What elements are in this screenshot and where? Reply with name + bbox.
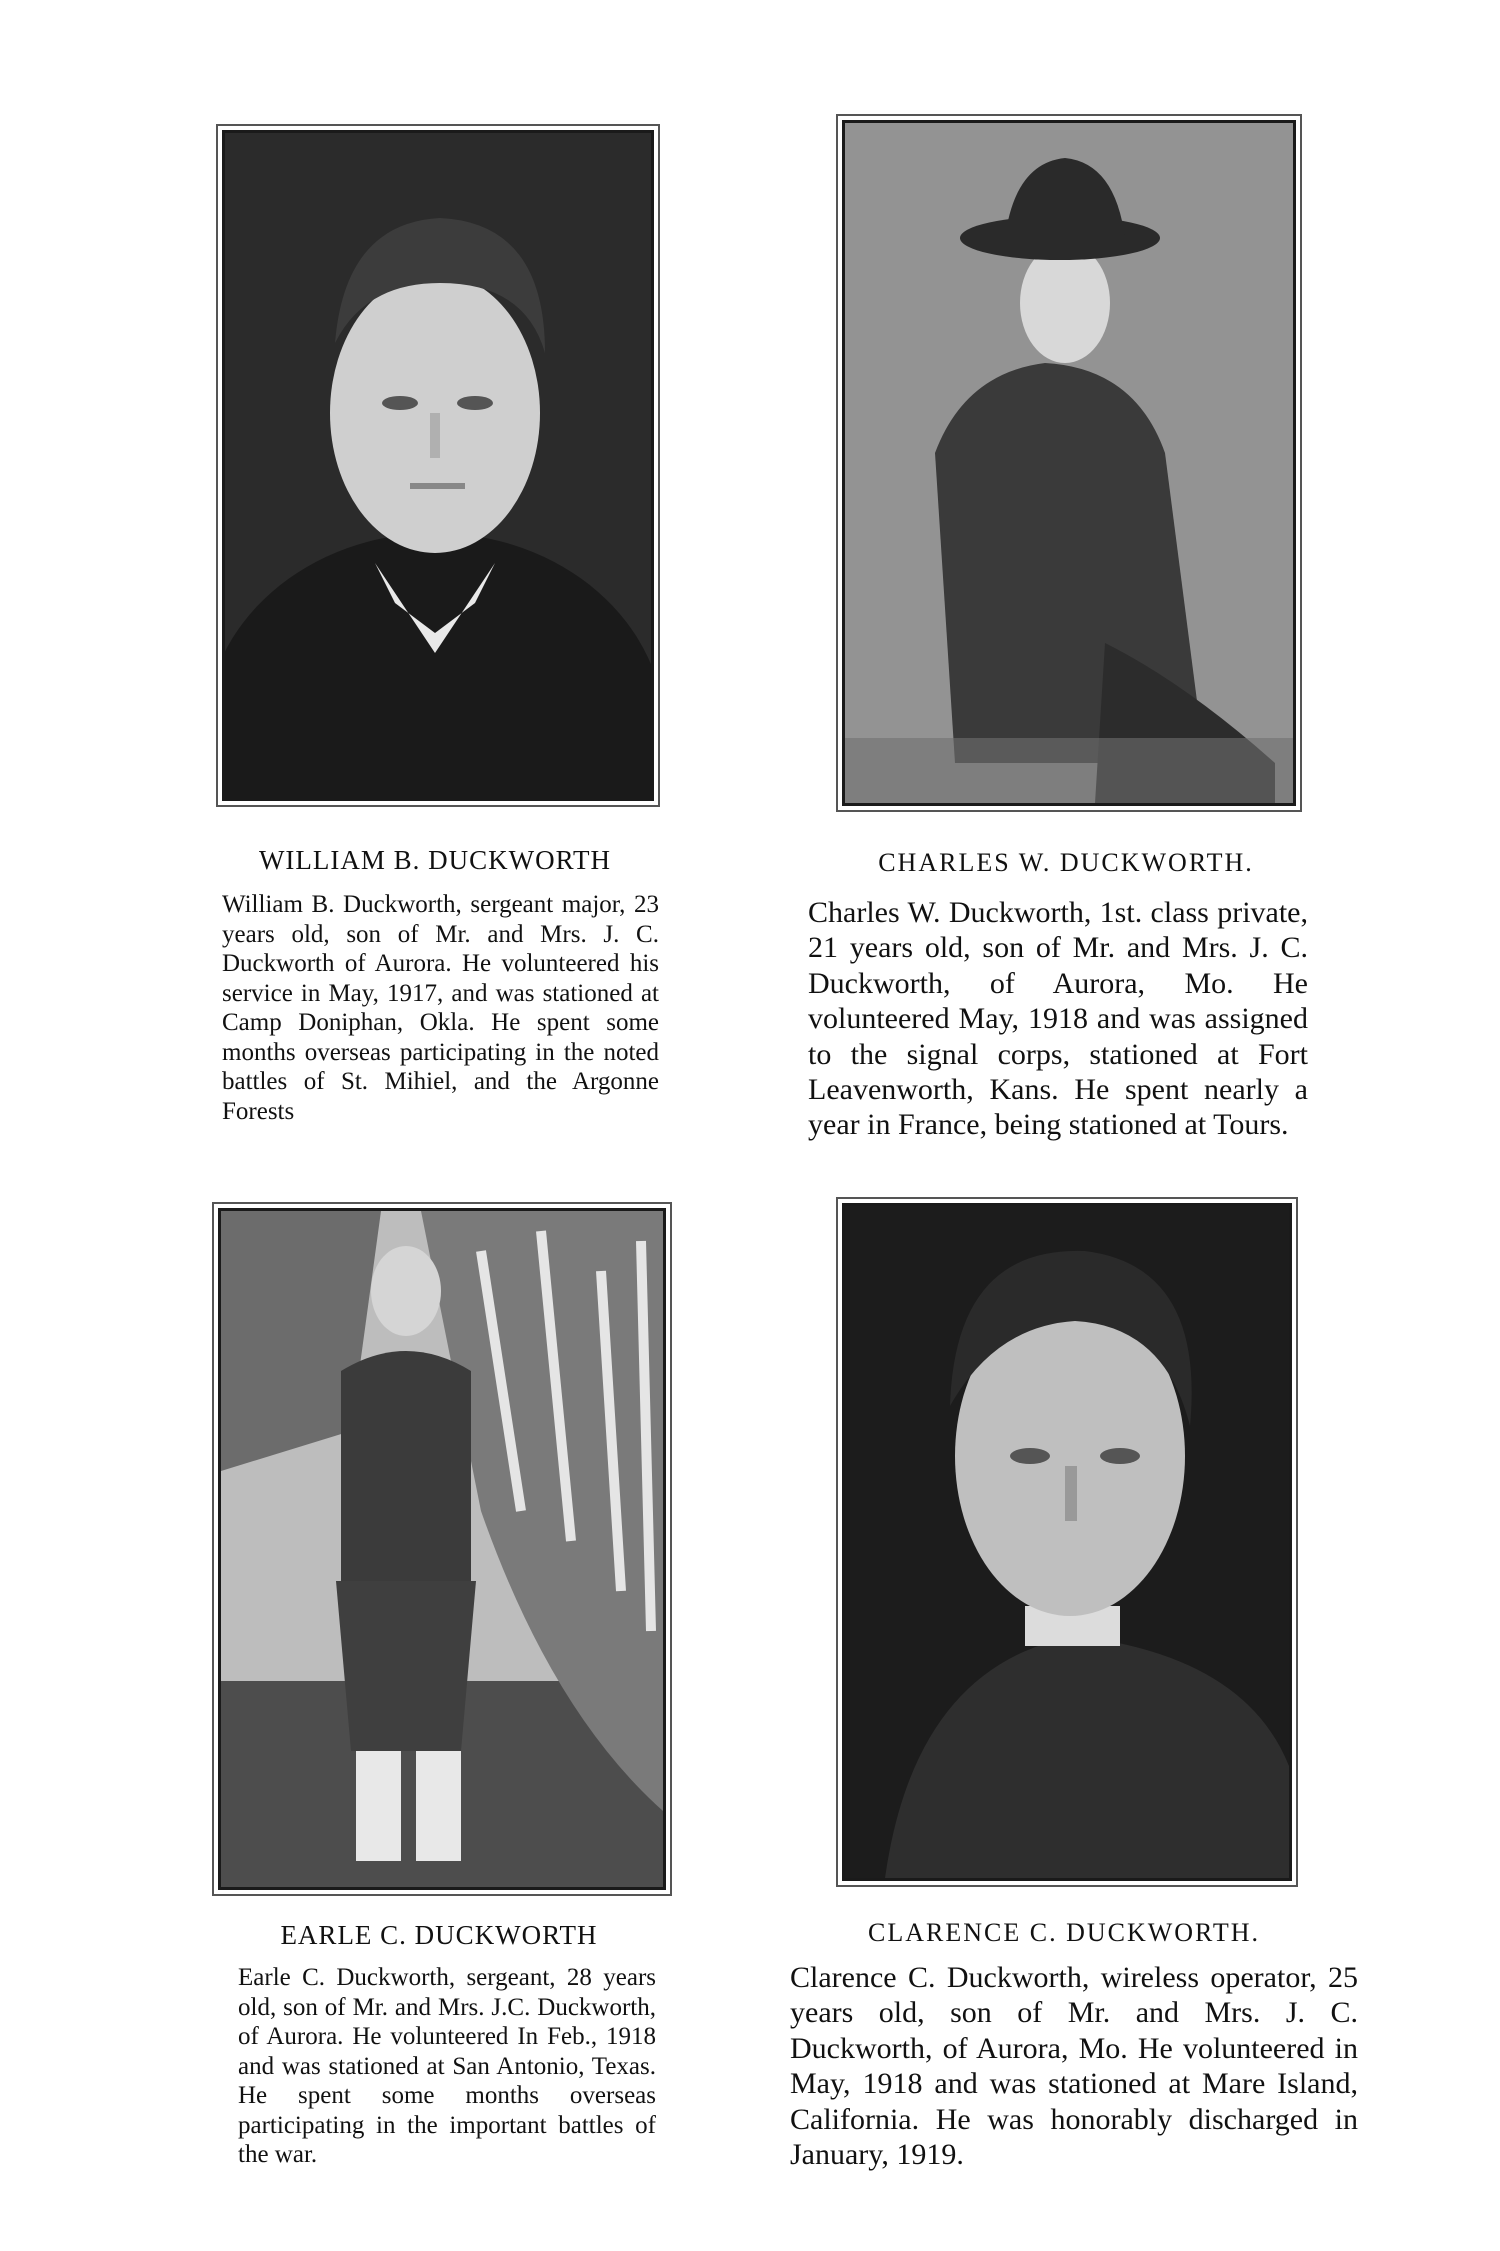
bio-clarence-c-duckworth: Clarence C. Duckworth, wireless operator, 25 years old, son of Mr. and Mrs. J. C. Duckworth, of Aurora, Mo. He volunteered in May, 1918 and was stationed at Mare Island, California. He was honorably discharged in January, 1919. bbox=[790, 1961, 1358, 2171]
name-charles-w-duckworth: CHARLES W. DUCKWORTH. bbox=[878, 848, 1254, 877]
bio-william-b-duckworth: William B. Duckworth, sergeant major, 23 years old, son of Mr. and Mrs. J. C. Duckworth of Aurora. He volunteered his service in May, 1917, and was stationed at Camp Doniphan, Okla. He spent some months overseas participating in the noted battles of St. Mihiel, and the Argonne Forests bbox=[222, 891, 659, 1125]
bio-earle-c-duckworth: Earle C. Duckworth, sergeant, 28 years old, son of Mr. and Mrs. J.C. Duckworth, of Aurora. He volunteered In Feb., 1918 and was stationed at San Antonio, Texas. He spent some months overseas participating in the important battles of the war. bbox=[238, 1964, 656, 2168]
bio-charles-w-duckworth: Charles W. Duckworth, 1st. class private, 21 years old, son of Mr. and Mrs. J. C. Duckworth, of Aurora, Mo. He volunteered May, 1918 and was assigned to the signal corps, stationed at Fort Leavenworth, Kans. He spent nearly a year in France, being stationed at Tours. bbox=[808, 896, 1308, 1142]
name-william-b-duckworth: WILLIAM B. DUCKWORTH bbox=[258, 845, 612, 875]
name-clarence-c-duckworth: CLARENCE C. DUCKWORTH. bbox=[868, 1918, 1260, 1947]
portrait-clarence-c-duckworth bbox=[842, 1203, 1292, 1881]
portrait-earle-c-duckworth bbox=[218, 1208, 666, 1890]
portrait-william-b-duckworth bbox=[222, 130, 654, 801]
name-earle-c-duckworth: EARLE C. DUCKWORTH bbox=[280, 1920, 598, 1950]
portrait-charles-w-duckworth bbox=[842, 120, 1296, 806]
